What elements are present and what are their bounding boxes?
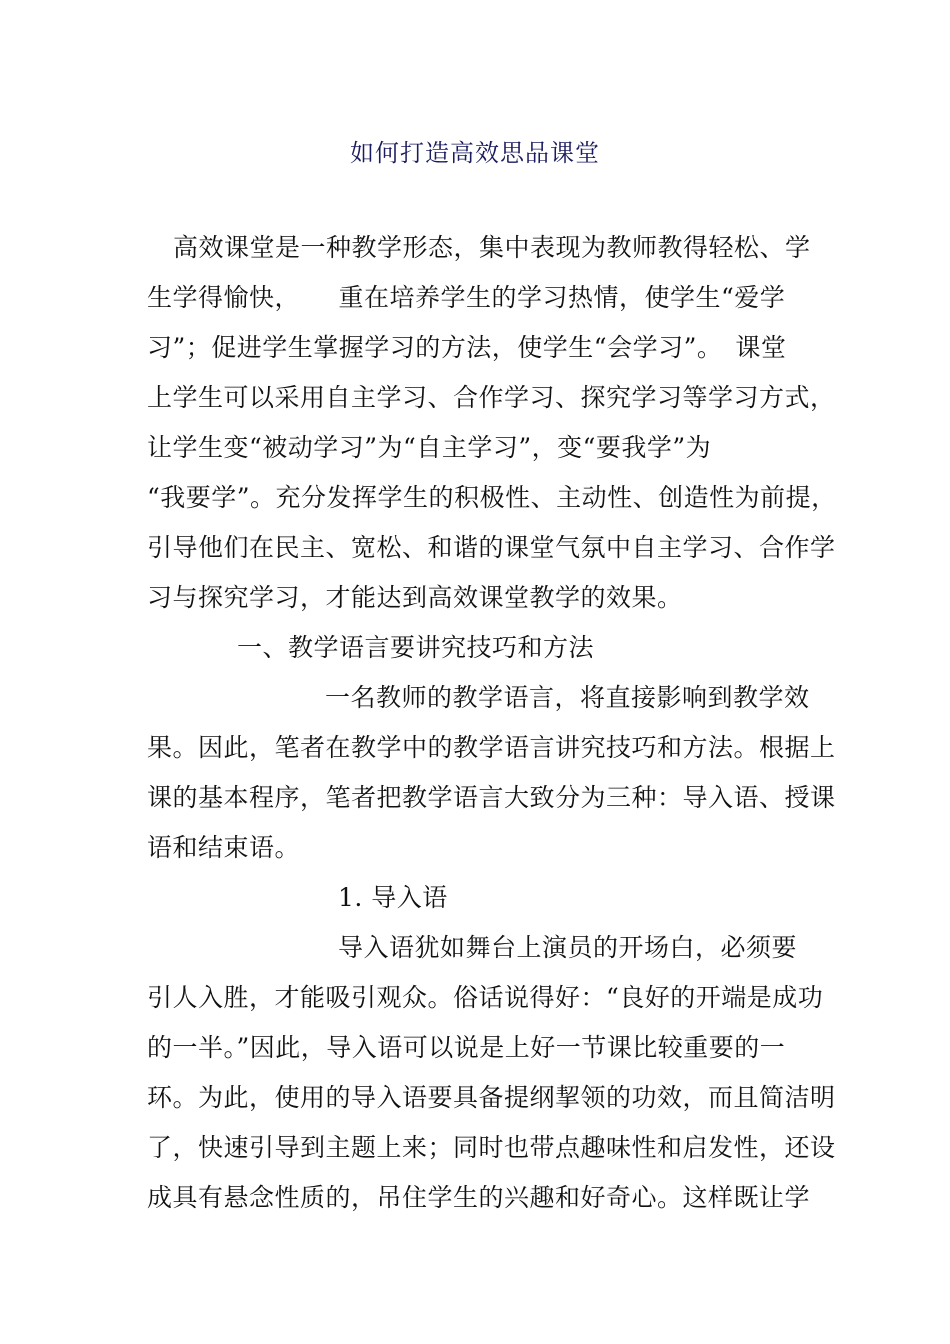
paragraph-line: 了，快速引导到主题上来；同时也带点趣味性和启发性，还设 [147,1133,836,1162]
section-heading: 一、教学语言要讲究技巧和方法 [237,633,595,662]
paragraph-line: 引导他们在民主、宽松、和谐的课堂气氛中自主学习、合作学 [147,533,836,562]
paragraph-line: 语和结束语。 [147,833,301,862]
paragraph-line: 习与探究学习，才能达到高效课堂教学的效果。 [147,583,683,612]
paragraph-line: 习”；促进学生掌握学习的方法，使学生“会学习”。 课堂 [147,333,787,362]
paragraph-line: 导入语犹如舞台上演员的开场白，必须要 [338,933,798,962]
paragraph-line: “我要学”。充分发挥学生的积极性、主动性、创造性为前提， [147,483,837,512]
paragraph-line: 课的基本程序，笔者把教学语言大致分为三种：导入语、授课 [147,783,836,812]
document-title: 如何打造高效思品课堂 [350,139,600,167]
paragraph-line: 环。为此，使用的导入语要具备提纲挈领的功效，而且简洁明 [147,1083,836,1112]
paragraph-line: 让学生变“被动学习”为“自主学习”，变“要我学”为 [147,433,712,462]
paragraph-line: 引人入胜，才能吸引观众。俗话说得好：“良好的开端是成功 [147,983,824,1012]
paragraph-line: 高效课堂是一种教学形态，集中表现为教师教得轻松、学 [173,233,811,262]
paragraph-line: 上学生可以采用自主学习、合作学习、探究学习等学习方式， [147,383,836,412]
paragraph-line: 一名教师的教学语言，将直接影响到教学效 [325,683,810,712]
subsection-heading: 1. 导入语 [338,883,448,912]
paragraph-line: 生学得愉快， 重在培养学生的学习热情，使学生“爱学 [147,283,786,312]
paragraph-line: 成具有悬念性质的，吊住学生的兴趣和好奇心。这样既让学 [147,1183,811,1212]
paragraph-line: 果。因此，笔者在教学中的教学语言讲究技巧和方法。根据上 [147,733,836,762]
paragraph-line: 的一半。”因此，导入语可以说是上好一节课比较重要的一 [147,1033,786,1062]
